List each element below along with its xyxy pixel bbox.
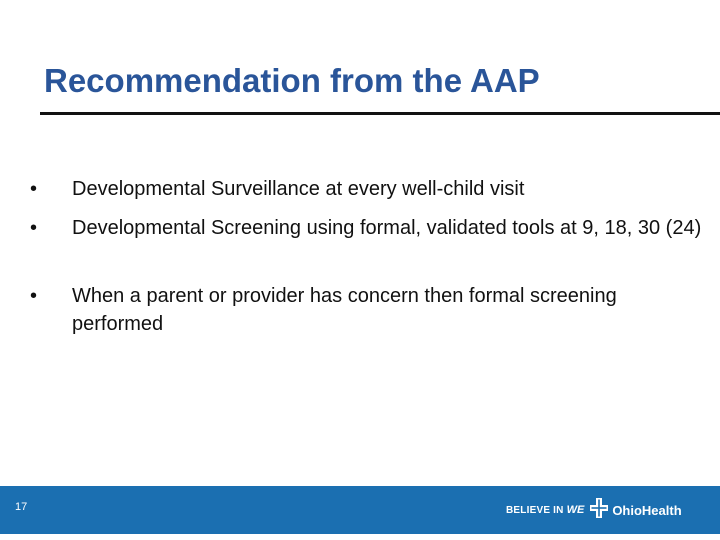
footer-bar — [0, 486, 720, 534]
page-number: 17 — [15, 501, 28, 513]
brand-logo — [506, 486, 682, 534]
bullet-item — [30, 175, 712, 203]
tagline-emphasis: WE — [566, 504, 585, 516]
bullet-point-icon: • — [30, 217, 38, 239]
brand-name: OhioHealth — [612, 502, 682, 518]
bullet-point-icon: • — [30, 285, 38, 307]
tagline-text: BELIEVE IN — [506, 504, 564, 516]
title-divider — [40, 112, 720, 115]
bullet-text: When a parent or provider has concern then formal screening performed — [72, 285, 617, 335]
bullet-text: Developmental Surveillance at every well-child visit — [72, 178, 525, 200]
slide-title: Recommendation from the AAP — [44, 62, 540, 99]
ohiohealth-cross-logo-icon — [589, 497, 609, 524]
bullet-text: Developmental Screening using formal, validated tools at 9, 18, 30 (24) — [72, 217, 702, 239]
bullet-item — [30, 214, 712, 242]
bullet-item — [30, 282, 632, 338]
bullet-point-icon: • — [30, 178, 38, 200]
